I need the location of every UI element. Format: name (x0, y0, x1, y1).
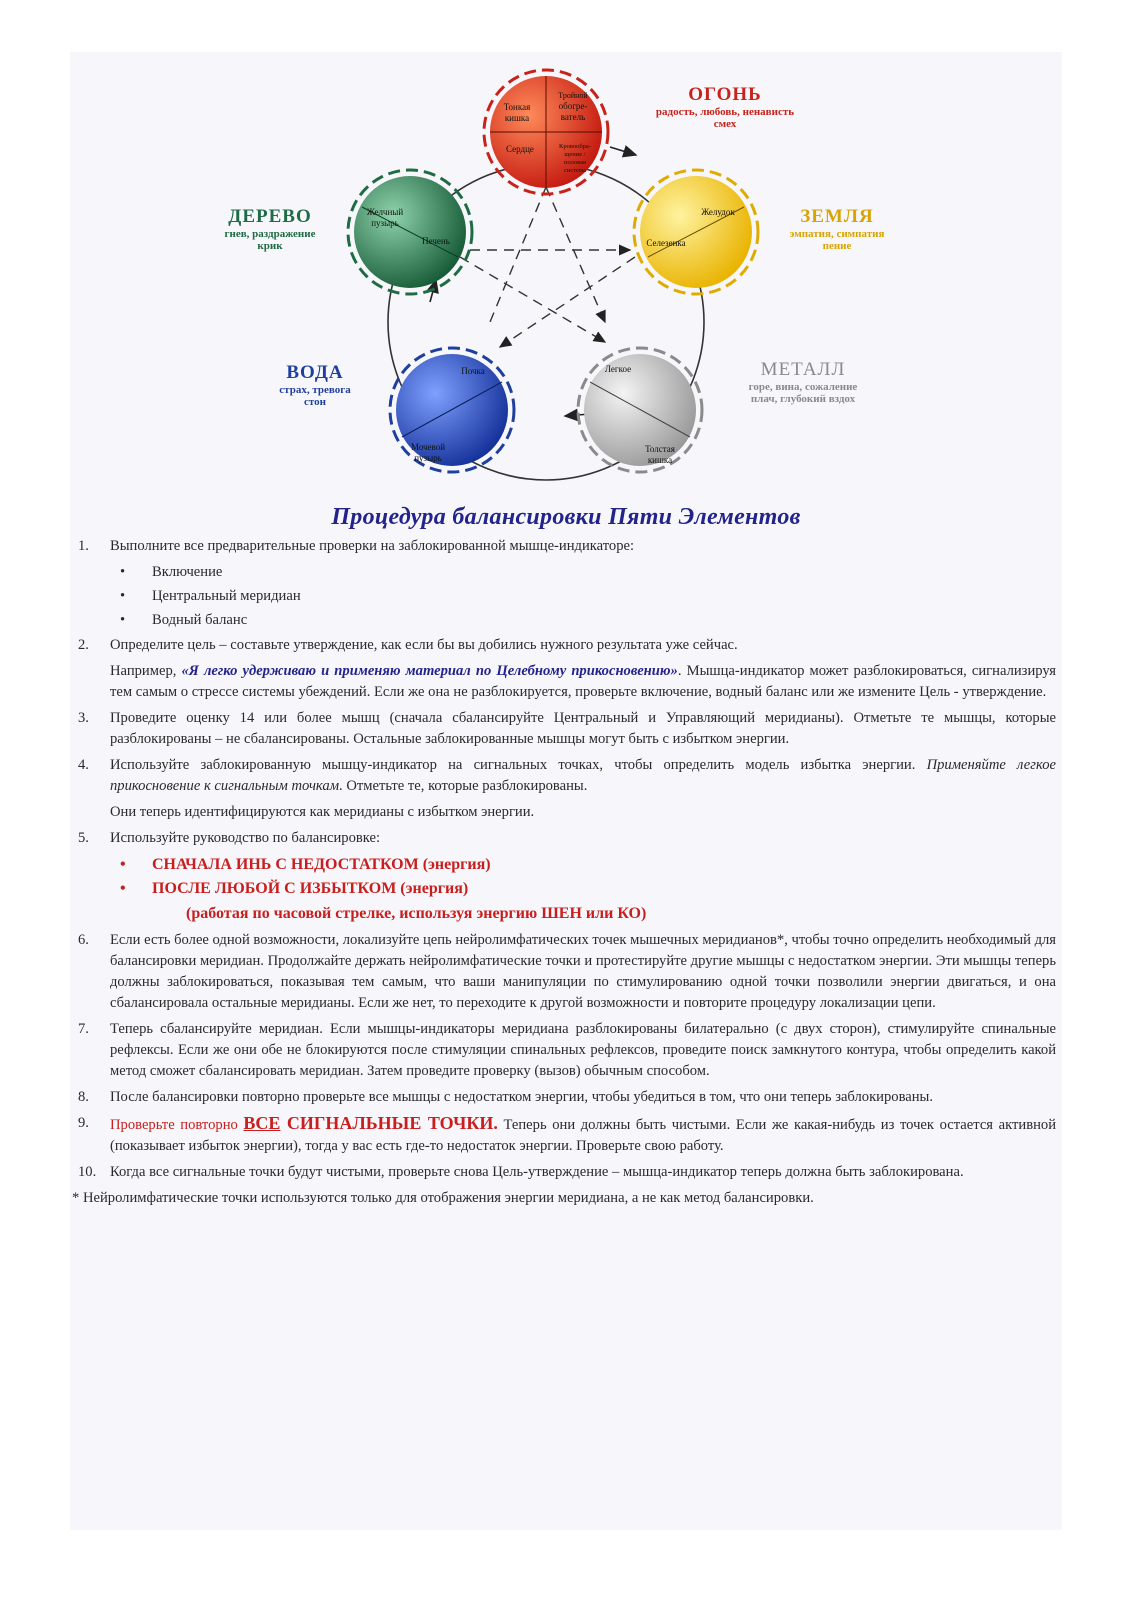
organ-label: кишка (647, 455, 673, 465)
organ-label: Селезенка (646, 238, 686, 248)
five-elements-diagram (70, 52, 1062, 502)
element-emotions: гнев, раздражение (224, 228, 316, 240)
organ-label: Кровообра- (559, 143, 591, 150)
metal-label (718, 359, 888, 405)
step-text: Выполните все предварительные проверки на заблокированной мышце-индикаторе: (110, 538, 635, 554)
element-emotions: страх, тревога (279, 384, 351, 396)
step-text-red: Проверьте повторно (110, 1117, 244, 1133)
element-sound: смех (713, 118, 737, 130)
step-text: Проведите оценку 14 или более мышц (сначала сбалансируйте Центральный и Управляющий меридианы). Отметьте те мышцы, которые разблокированы – не сбалансированы. Остальные заблокированные мышцы могут быть с избытком энергии. (110, 710, 1056, 747)
fire-label (630, 84, 820, 130)
step-2-example (110, 661, 1056, 703)
element-sound: пение (822, 240, 852, 252)
step-6 (76, 930, 1056, 1014)
example-rest: . Мышца-индикатор может разблокироваться, сигнализируя тем самым о стрессе системы убеждений. Если же она не разблокируется, проверьте включение, водный баланс или же измените Цель - утверждение. (110, 663, 1057, 700)
step-number: 3. (78, 710, 89, 726)
step-number: 9. (78, 1115, 89, 1131)
step-10 (76, 1162, 1056, 1183)
step-5-note: (работая по часовой стрелке, используя энергию ШЕН или КО) (186, 905, 647, 922)
element-name: МЕТАЛЛ (760, 359, 846, 380)
cycle-arrow (610, 147, 636, 155)
element-name: ДЕРЕВО (228, 206, 312, 227)
step-text: Определите цель – составьте утверждение, как если бы вы добились нужного результата уже сейчас. (110, 637, 738, 653)
element-name: ВОДА (286, 362, 344, 383)
procedure-title: Процедура балансировки Пяти Элементов (331, 504, 801, 530)
organ-label: пузырь (371, 218, 399, 228)
bullet-text: ПОСЛЕ ЛЮБОЙ С ИЗБЫТКОМ (энергия) (152, 880, 469, 897)
organ-label: Печень (422, 236, 450, 246)
step-4-note: Они теперь идентифицируются как меридианы с избытком энергии. (110, 804, 535, 820)
step-text: Если есть более одной возможности, локализуйте цепь нейролимфатических точек мышечных меридианов*, чтобы точно определить необходимый для балансировки меридиан. Продолжайте держать нейролимфатические точки и протестируйте другие мышцы с недостатком энергии. Эти мышцы теперь должны заблокироваться, показывая тем самым, что ваши манипуляции по стимулированию одной точки позволили энергии двигаться, и она сбалансировала остальные меридианы. Если же нет, то переходите к другой возможности и повторите процедуру локализации цепи. (110, 932, 1056, 1011)
step-text: Когда все сигнальные точки будут чистыми, проверьте снова Цель-утверждение – мышца-индикатор теперь должна быть заблокирована. (110, 1164, 964, 1180)
step-text-points: СИГНАЛЬНЫЕ ТОЧКИ. (280, 1113, 498, 1133)
element-emotions: эмпатия, симпатия (789, 228, 885, 240)
element-sound: плач, глубокий вздох (750, 393, 856, 405)
list-item: • СНАЧАЛА ИНЬ С НЕДОСТАТКОМ (энергия) (120, 856, 491, 873)
organ-label: Мочевой (410, 442, 446, 452)
step-text: Используйте заблокированную мышцу-индикатор на сигнальных точках, чтобы определить модель избытка энергии. (110, 757, 927, 773)
step-text: Используйте руководство по балансировке: (110, 830, 381, 846)
organ-label: ватель (560, 112, 586, 122)
step-text-all: ВСЕ (243, 1113, 281, 1133)
wood-circle (348, 170, 472, 294)
step-1-bullets (76, 562, 1056, 631)
step-3 (76, 708, 1056, 750)
element-name: ОГОНЬ (688, 84, 762, 105)
step-text-rest: Теперь они должны быть чистыми. Если же какая-нибудь из точек остается активной (показывает избыток энергии), тогда у вас есть где-то недостаток энергии. Проверьте свою работу. (110, 1117, 1056, 1154)
step-number: 7. (78, 1021, 89, 1037)
bullet-text: СНАЧАЛА ИНЬ С НЕДОСТАТКОМ (энергия) (152, 856, 491, 873)
step-text: После балансировки повторно проверьте все мышцы с недостатком энергии, чтобы убедиться в том, что они теперь заблокированы. (110, 1089, 934, 1105)
metal-circle (578, 348, 702, 472)
wood-label (190, 206, 350, 252)
step-number: 5. (78, 830, 89, 846)
organ-label: Тройной (558, 91, 588, 100)
element-emotions: горе, вина, сожаление (748, 381, 858, 393)
bullet-text: Включение (152, 564, 223, 580)
organ-label: Тонкая (503, 102, 531, 112)
element-sound: крик (257, 240, 283, 252)
step-7 (76, 1019, 1056, 1082)
organ-label: Почка (461, 366, 485, 376)
footnote: * Нейролимфатические точки используются только для отображения энергии меридиана, а не как метод балансировки. (72, 1190, 814, 1206)
element-emotions: радость, любовь, ненависть (655, 106, 795, 118)
fire-circle (484, 70, 608, 194)
step-4 (76, 755, 1056, 797)
bullet-text: Центральный меридиан (152, 588, 301, 604)
step-number: 6. (78, 932, 89, 948)
bullet-text: Водный баланс (152, 612, 248, 628)
organ-label: Толстая (645, 444, 675, 454)
procedure-list (72, 536, 1057, 1209)
example-quote: «Я легко удерживаю и применяю материал по Целебному прикосновению» (181, 663, 678, 679)
earth-circle (634, 170, 758, 294)
step-text-rest: . Отметьте те, которые разблокированы. (339, 778, 588, 794)
list-item: • Включение (120, 564, 223, 580)
control-star (460, 187, 635, 347)
organ-label: кишка (504, 113, 530, 123)
list-item: • ПОСЛЕ ЛЮБОЙ С ИЗБЫТКОМ (энергия) (120, 880, 469, 897)
step-number: 1. (78, 538, 89, 554)
step-number: 10. (78, 1164, 97, 1180)
organ-label: половая (564, 159, 586, 166)
example-prefix: Например, (110, 663, 182, 679)
step-text-italic: Применяйте легкое прикосновение к сигнальным точкам (110, 757, 1056, 794)
step-2 (76, 635, 1056, 656)
list-item: • Центральный меридиан (120, 588, 301, 604)
organ-label: обогре- (558, 101, 588, 111)
organ-label: щение / (564, 151, 586, 158)
step-1 (76, 536, 1056, 557)
step-text: Теперь сбалансируйте меридиан. Если мышцы-индикаторы меридиана разблокированы билатерально (с двух сторон), стимулируйте спинальные рефлексы. Если же они обе не блокируются после стимуляции спинальных рефлексов, проведите поиск замкнутого контура, чтобы определить какой метод сможет сбалансировать меридиан. Затем проведите проверку (вызов) обычным способом. (110, 1021, 1056, 1079)
water-label (245, 362, 385, 408)
organ-label: пузырь (414, 453, 442, 463)
water-circle (390, 348, 514, 472)
step-number: 8. (78, 1089, 89, 1105)
organ-label: Желудок (701, 207, 735, 217)
step-9 (76, 1113, 1056, 1157)
step-number: 4. (78, 757, 89, 773)
organ-label: система (564, 167, 586, 174)
organ-label: Желчный (366, 207, 404, 217)
step-5-bullets (76, 854, 1056, 899)
element-sound: стон (304, 396, 326, 408)
list-item: • Водный баланс (120, 612, 248, 628)
organ-label: Легкое (604, 364, 632, 374)
step-number: 2. (78, 637, 89, 653)
step-5 (76, 828, 1056, 849)
step-8 (76, 1087, 1056, 1108)
earth-label (762, 206, 912, 252)
organ-label: Сердце (506, 144, 534, 154)
element-name: ЗЕМЛЯ (800, 206, 874, 227)
